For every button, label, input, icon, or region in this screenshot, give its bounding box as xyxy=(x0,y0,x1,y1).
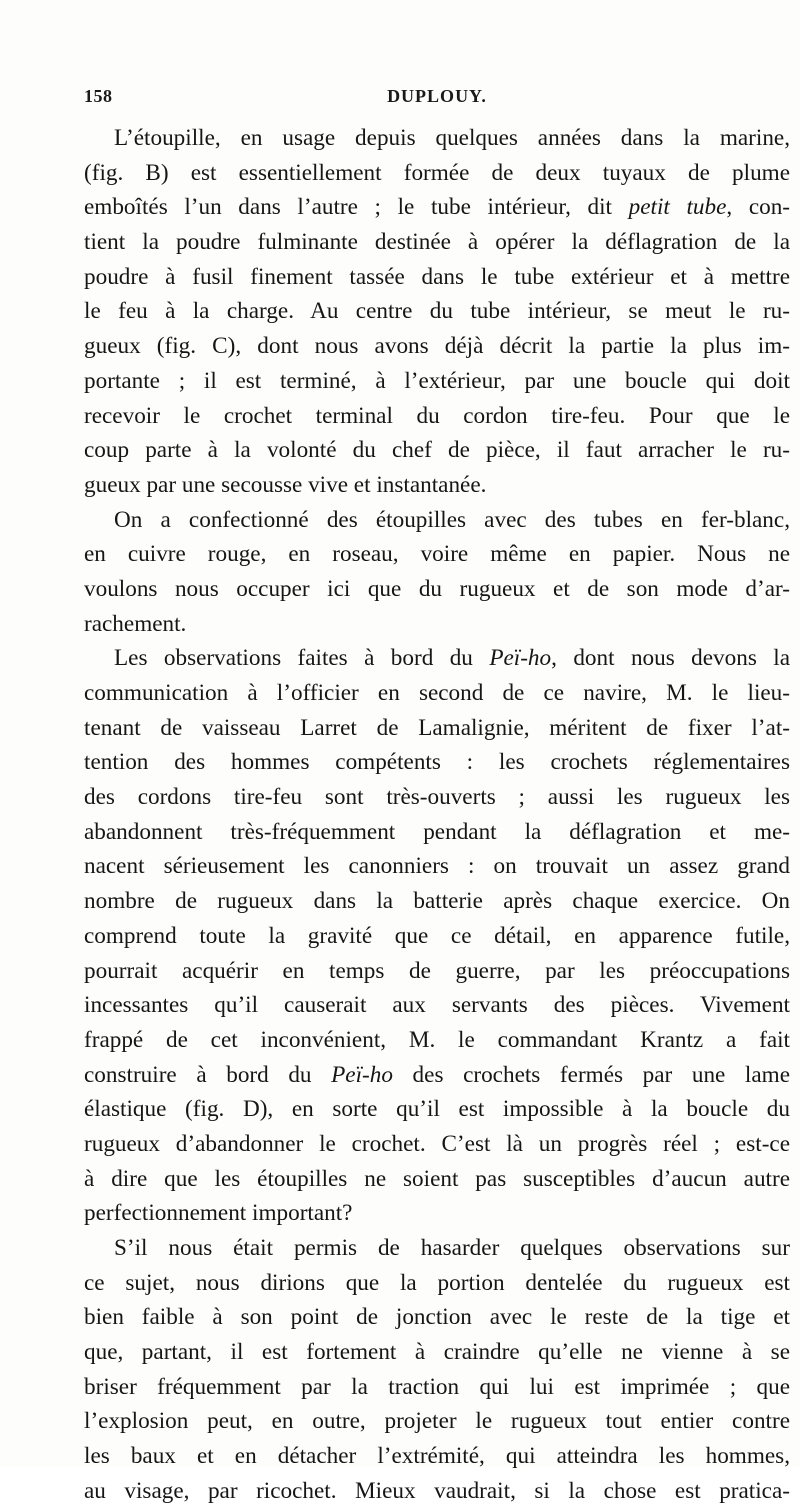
text-segment: des crochets fermés par une lame xyxy=(392,1061,790,1088)
text-line: pourrait acquérir en temps de guerre, par les préoccupations xyxy=(84,957,790,984)
text-line: des cordons tire-feu sont très-ouverts ; aussi les rugueux les xyxy=(84,784,790,811)
text-line: élastique (fig. D), en sorte qu’il est impossible à la boucle du xyxy=(84,1096,790,1123)
text-segment: Les observations faites à bord du xyxy=(114,645,473,672)
running-title: DUPLOUY. xyxy=(387,86,487,106)
text-line: frappé de cet inconvénient, M. le commandant Krantz a fait xyxy=(84,1026,790,1053)
text-line: abandonnent très-fréquemment pendant la déflagration et me- xyxy=(84,818,790,845)
page-number: 158 xyxy=(84,86,113,106)
text-line: L’étoupille, en usage depuis quelques années dans la marine, xyxy=(114,125,790,151)
text-line: S’il nous était permis de hasarder quelques observations sur xyxy=(114,1235,790,1261)
ship-name: Peï-ho xyxy=(331,1061,393,1088)
text-line: (fig. B) est essentiellement formée de deux tuyaux de plume xyxy=(84,159,790,186)
text-segment: construire à bord du xyxy=(84,1061,312,1088)
italic-term: petit tube xyxy=(628,194,727,221)
text-line: rachement. xyxy=(84,610,187,637)
text-line: l’explosion peut, en outre, projeter le rugueux tout entier contre xyxy=(84,1408,790,1435)
text-line: On a confectionné des étoupilles avec des tubes en fer-blanc, xyxy=(114,506,790,533)
text-line: à dire que les étoupilles ne soient pas susceptibles d’aucun autre xyxy=(84,1165,790,1192)
text-line: bien faible à son point de jonction avec le reste de la tige et xyxy=(84,1304,790,1331)
text-line: rugueux d’abandonner le crochet. C’est là un progrès réel ; est-ce xyxy=(84,1130,790,1157)
text-line: voulons nous occuper ici que du rugueux et de son mode d’ar- xyxy=(84,575,790,602)
text-line: que, partant, il est fortement à craindre qu’elle ne vienne à se xyxy=(84,1339,790,1366)
text-line: gueux par une secousse vive et instantanée. xyxy=(84,471,487,498)
text-line xyxy=(84,641,790,676)
text-line: tention des hommes compétents : les crochets réglementaires xyxy=(84,749,790,776)
text-line: recevoir le crochet terminal du cordon tire-feu. Pour que le xyxy=(84,402,790,429)
text-line: poudre à fusil finement tassée dans le tube extérieur et à mettre xyxy=(84,263,790,290)
text-line xyxy=(84,190,790,225)
text-line: au visage, par ricochet. Mieux vaudrait, si la chose est pratica- xyxy=(84,1477,790,1504)
text-segment: emboîtés l’un dans l’autre ; le tube intérieur, dit xyxy=(84,194,613,221)
text-line xyxy=(84,1058,790,1093)
text-line: coup parte à la volonté du chef de pièce, il faut arracher le ru- xyxy=(84,437,790,464)
text-line: tient la poudre fulminante destinée à opérer la déflagration de la xyxy=(84,229,790,256)
text-line: en cuivre rouge, en roseau, voire même en papier. Nous ne xyxy=(84,541,790,568)
text-line: le feu à la charge. Au centre du tube intérieur, se meut le ru- xyxy=(84,298,790,325)
text-line: nacent sérieusement les canonniers : on trouvait un assez grand xyxy=(84,853,790,880)
text-line: les baux et en détacher l’extrémité, qui atteindra les hommes, xyxy=(84,1443,790,1470)
text-line: tenant de vaisseau Larret de Lamalignie, méritent de fixer l’at- xyxy=(84,714,790,741)
text-line: perfectionnement important? xyxy=(84,1200,353,1227)
text-segment: , con- xyxy=(726,194,791,221)
text-segment: , dont nous devons la xyxy=(551,645,790,672)
text-line: communication à l’officier en second de ce navire, M. le lieu- xyxy=(84,680,790,706)
text-line: incessantes qu’il causerait aux servants des pièces. Vivement xyxy=(84,992,790,1019)
text-line: comprend toute la gravité que ce détail, en apparence futile, xyxy=(84,922,790,949)
text-line: ce sujet, nous dirions que la portion dentelée du rugueux est xyxy=(84,1269,790,1296)
text-line: briser fréquemment par la traction qui lui est imprimée ; que xyxy=(84,1373,790,1400)
text-line: nombre de rugueux dans la batterie après chaque exercice. On xyxy=(84,888,790,915)
body-text xyxy=(84,121,790,1509)
text-line: portante ; il est terminé, à l’extérieur, par une boucle qui doit xyxy=(84,367,790,394)
running-head xyxy=(84,86,790,114)
text-line: gueux (fig. C), dont nous avons déjà décrit la partie la plus im- xyxy=(84,333,790,360)
ship-name: Peï-ho xyxy=(489,645,552,672)
